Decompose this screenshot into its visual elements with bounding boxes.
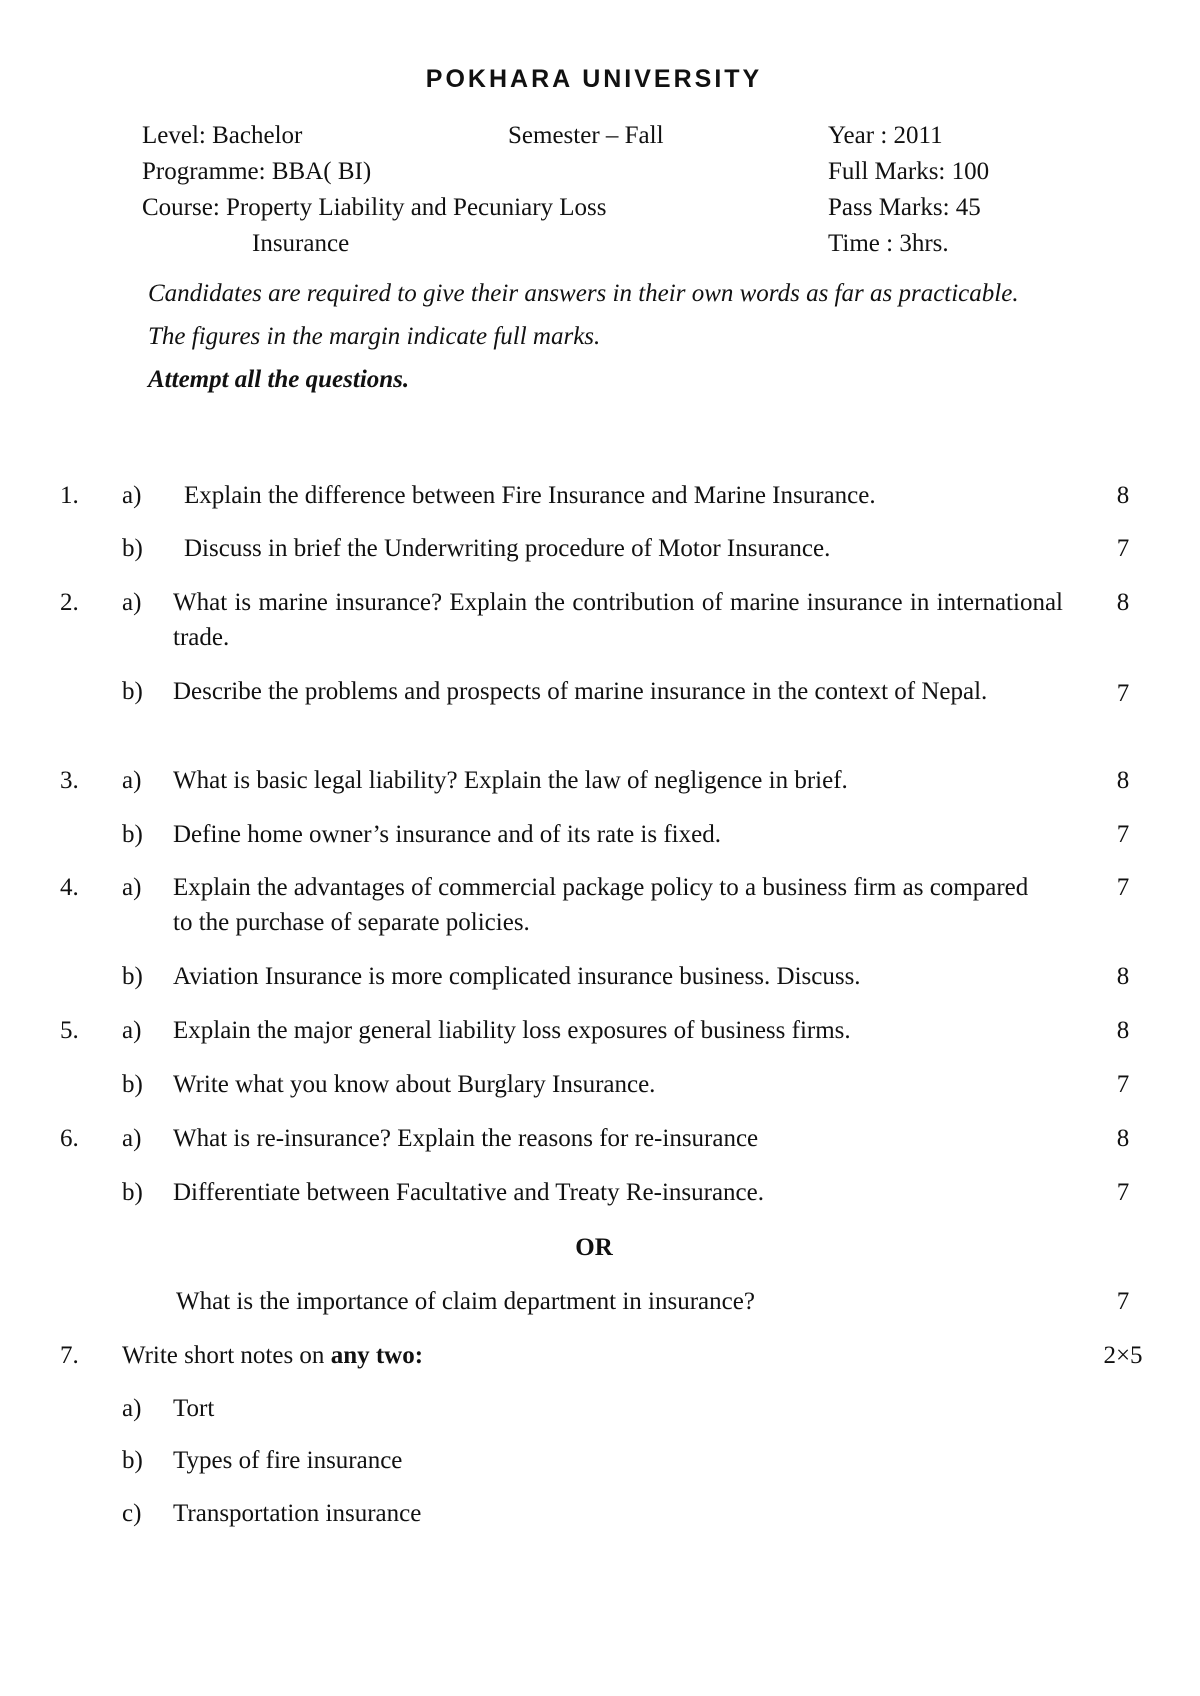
pass-marks-field: Pass Marks: 45 [828,194,981,221]
sub-label: c) [122,1500,142,1527]
sub-label: a) [122,589,142,616]
question-text: What is basic legal liability? Explain the law of negligence in brief. [173,767,848,794]
instruction-figures: The figures in the margin indicate full marks. [148,323,601,350]
semester-field: Semester – Fall [508,122,664,149]
question-marks: 7 [1116,1071,1130,1098]
question-text: Define home owner’s insurance and of its rate is fixed. [173,821,721,848]
question-text: Discuss in brief the Underwriting procedure of Motor Insurance. [184,535,831,562]
question-marks: 8 [1116,482,1130,509]
short-notes-any-two: any two: [330,1342,424,1369]
instructions [148,276,1068,405]
instruction-attempt-all: Attempt all the questions. [148,366,410,393]
question-number: 6. [60,1125,79,1152]
year-field: Year : 2011 [828,122,943,149]
sub-label: b) [122,1179,143,1206]
short-note-topic: Transportation insurance [173,1500,422,1527]
question-text: Explain the difference between Fire Insurance and Marine Insurance. [184,482,876,509]
short-notes-intro: Write short notes on [122,1342,331,1369]
question-text: Describe the problems and prospects of marine insurance in the context of Nepal. [173,678,988,705]
exam-header [142,118,1062,262]
question-text: Explain the advantages of commercial package policy to a business firm as compared to the purchase of separate policies. [173,874,1029,936]
question-text: Differentiate between Facultative and Treaty Re-insurance. [173,1179,764,1206]
short-note-topic: Types of fire insurance [173,1447,403,1474]
question-number: 7. [60,1342,79,1369]
question-number: 4. [60,874,79,901]
question-marks: 2×5 [1103,1342,1143,1369]
sub-label: a) [122,1017,142,1044]
header-row-1 [142,118,1062,154]
question-number: 2. [60,589,79,616]
sub-label: b) [122,678,143,705]
sub-label: a) [122,874,142,901]
sub-label: a) [122,1395,142,1422]
question-marks: 7 [1116,680,1130,707]
university-title: POKHARA UNIVERSITY [425,65,763,93]
header-row-2 [142,154,1062,190]
question-marks: 8 [1116,1017,1130,1044]
question-number: 5. [60,1017,79,1044]
sub-label: b) [122,1071,143,1098]
sub-label: a) [122,482,142,509]
sub-label: b) [122,1447,143,1474]
sub-label: b) [122,963,143,990]
sub-label: a) [122,1125,142,1152]
question-text: What is marine insurance? Explain the contribution of marine insurance in international trade. [173,589,1063,651]
instruction-own-words: Candidates are required to give their answers in their own words as far as practicable. [148,280,1019,307]
question-text: What is the importance of claim department in insurance? [176,1288,755,1315]
question-marks: 8 [1116,1125,1130,1152]
header-row-3 [142,190,1062,226]
level-field: Level: Bachelor [142,122,303,149]
question-text [122,1338,423,1373]
course-field: Course: Property Liability and Pecuniary Loss [142,194,607,221]
question-text: Aviation Insurance is more complicated insurance business. Discuss. [173,963,861,990]
full-marks-field: Full Marks: 100 [828,158,990,185]
question-marks: 7 [1116,874,1130,901]
time-field: Time : 3hrs. [828,230,949,257]
question-text: Write what you know about Burglary Insurance. [173,1071,656,1098]
question-text: Explain the major general liability loss exposures of business firms. [173,1017,851,1044]
header-row-4 [142,226,1062,262]
question-marks: 7 [1116,1288,1130,1315]
question-marks: 7 [1116,535,1130,562]
programme-field: Programme: BBA( BI) [142,158,372,185]
question-text: What is re-insurance? Explain the reasons for re-insurance [173,1125,759,1152]
question-marks: 8 [1116,767,1130,794]
question-marks: 7 [1116,1179,1130,1206]
sub-label: b) [122,821,143,848]
course-continuation: Insurance [252,230,350,257]
or-separator: OR [575,1234,613,1261]
short-note-topic: Tort [173,1395,215,1422]
question-marks: 7 [1116,821,1130,848]
question-number: 1. [60,482,79,509]
sub-label: b) [122,535,143,562]
question-marks: 8 [1116,589,1130,616]
question-number: 3. [60,767,79,794]
question-marks: 8 [1116,963,1130,990]
sub-label: a) [122,767,142,794]
